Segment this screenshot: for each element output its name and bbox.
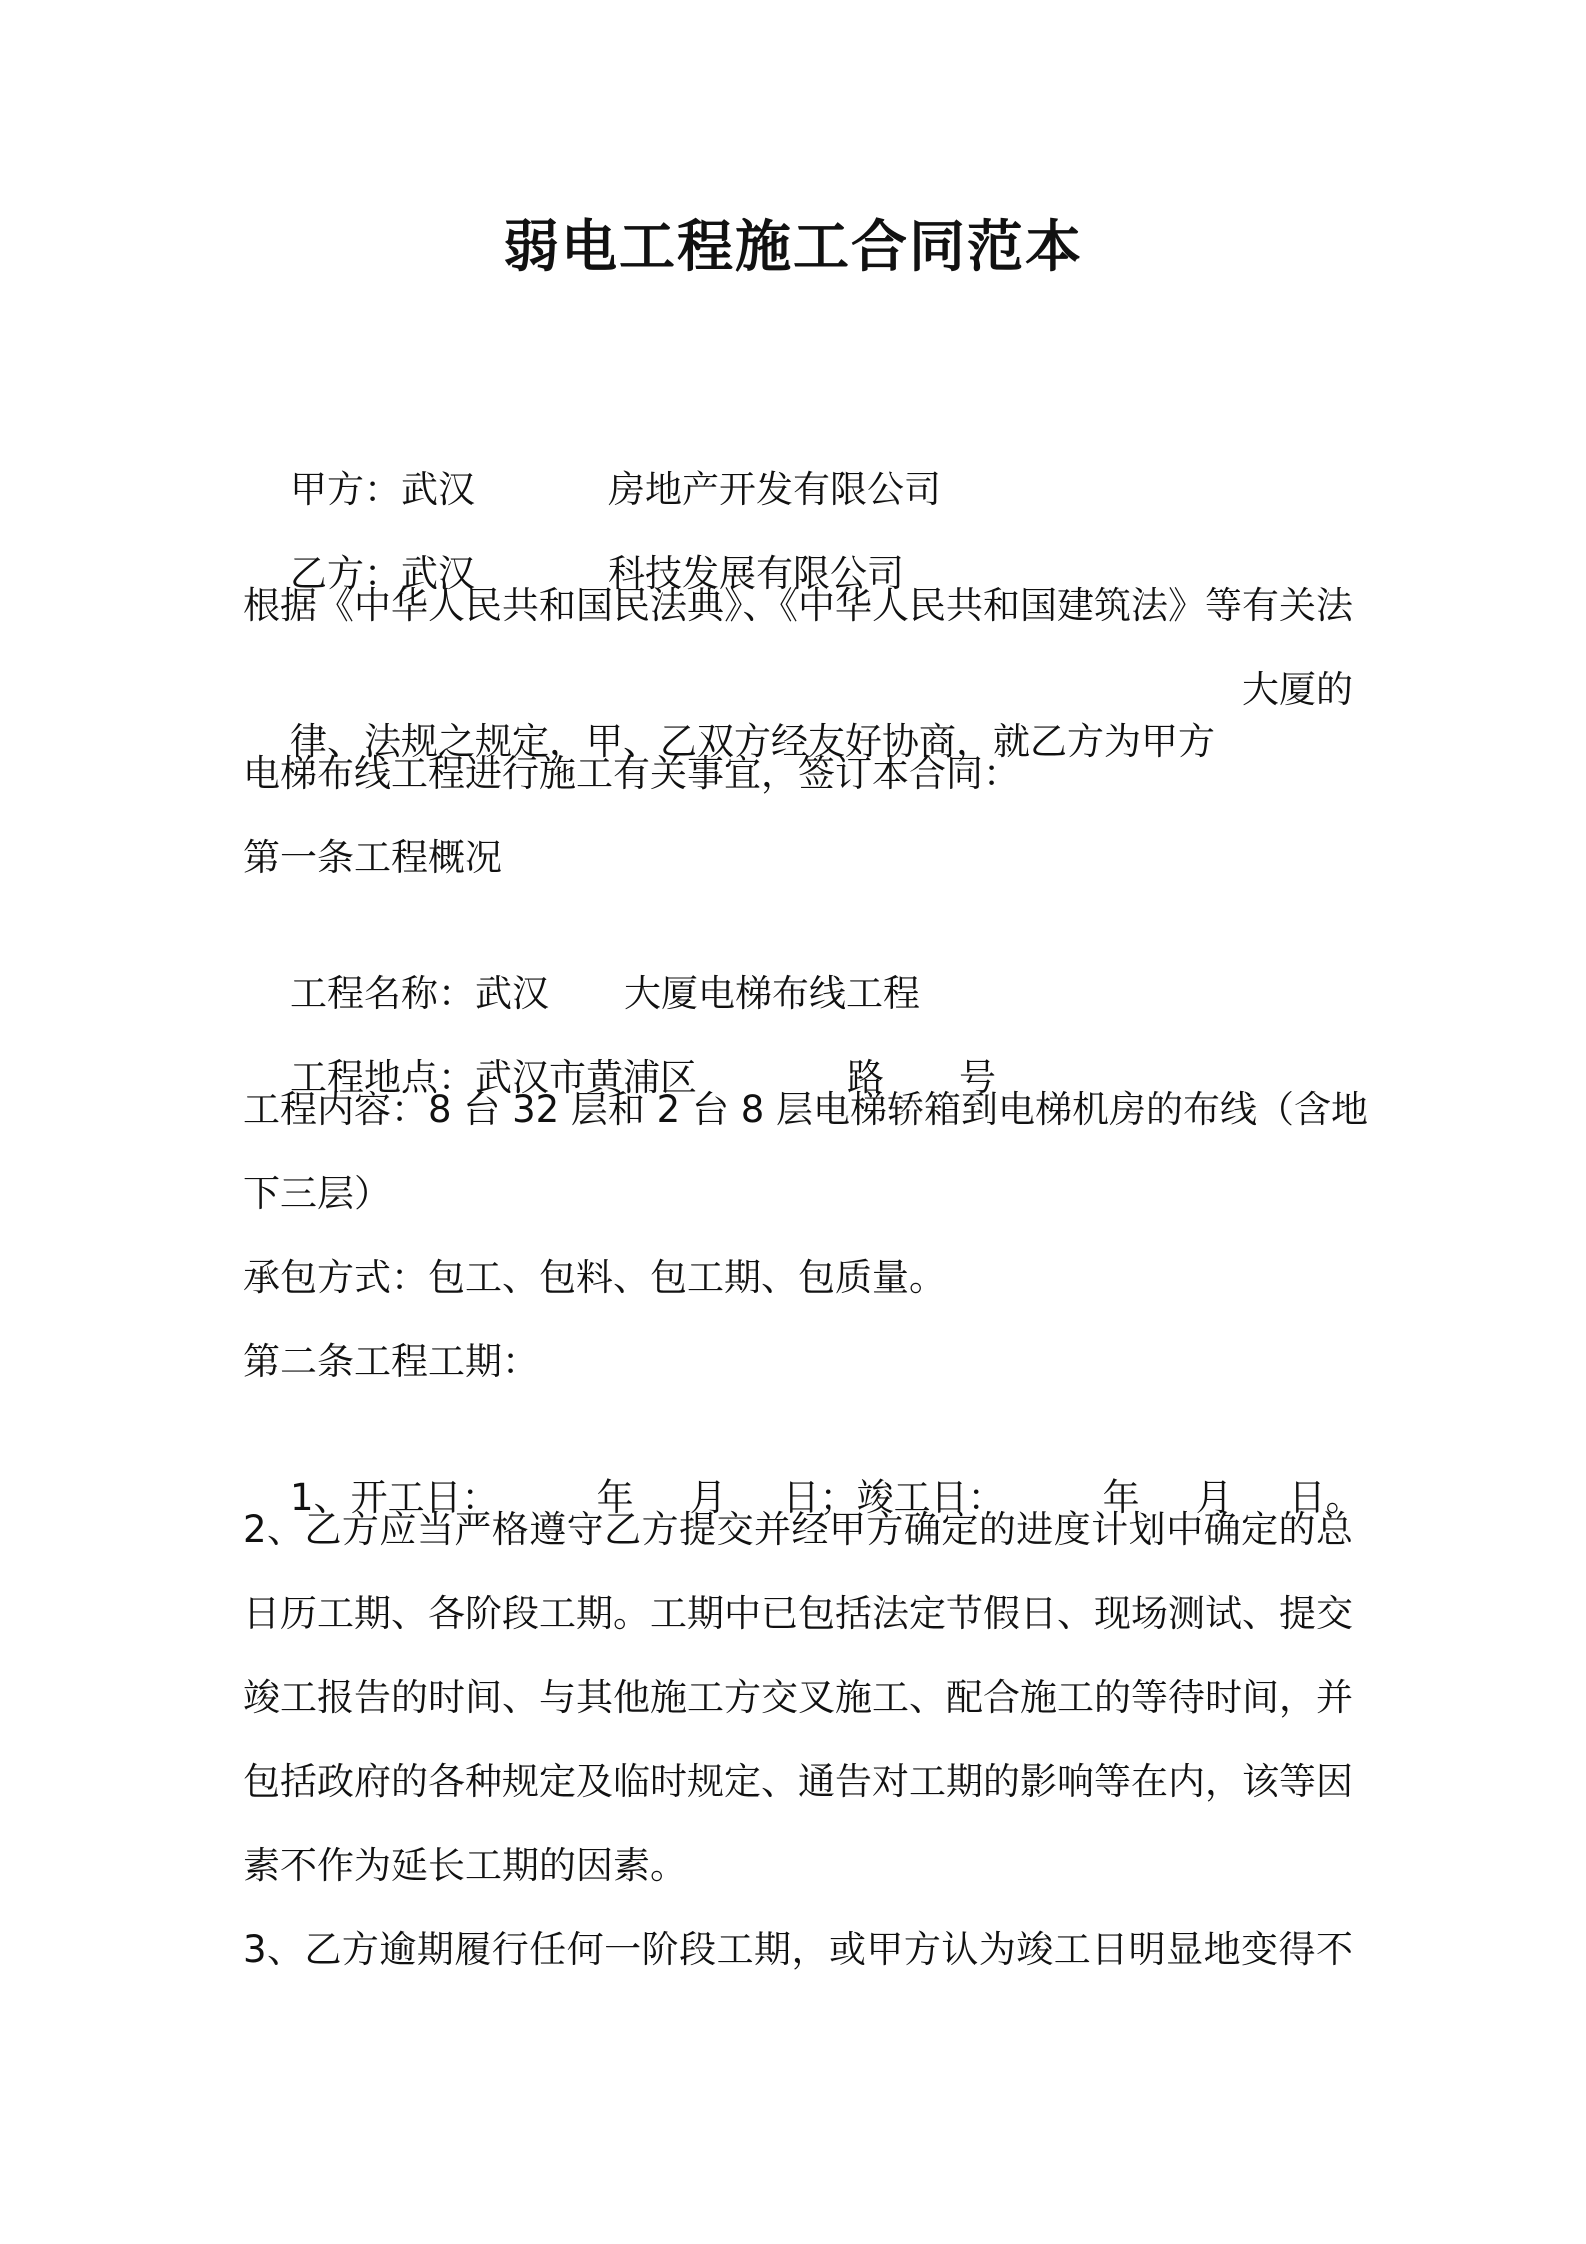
project-content-line-2: 下三层） [243, 1172, 391, 1215]
party-b-label: 乙方：武汉 [290, 552, 476, 595]
clause-2-line-3: 竣工报告的时间、与其他施工方交叉施工、配合施工的等待时间，并 [243, 1676, 1353, 1719]
party-b-name: 科技发展有限公司 [608, 552, 905, 595]
article-1-heading: 第一条工程概况 [243, 836, 502, 879]
clause-3-line-1: 3、乙方逾期履行任何一阶段工期，或甲方认为竣工日明显地变得不 [243, 1928, 1353, 1971]
preamble-line-1: 根据《中华人民共和国民法典》、《中华人民共和国建筑法》等有关法 [243, 584, 1353, 627]
article-2-heading: 第二条工程工期： [243, 1340, 539, 1383]
preamble-line-3: 电梯布线工程进行施工有关事宜，签订本合同： [243, 752, 1020, 795]
start-year: 年 [596, 1476, 634, 1519]
clause-2-line-4: 包括政府的各种规定及临时规定、通告对工期的影响等在内，该等因 [243, 1760, 1353, 1803]
project-site-label: 工程地点：武汉市黄浦区 [290, 1056, 698, 1099]
clause-2-line-2: 日历工期、各阶段工期。工期中已包括法定节假日、现场测试、提交 [243, 1592, 1353, 1635]
start-day-and-end-label: 日；竣工日： [782, 1476, 1005, 1519]
start-month: 月 [689, 1476, 727, 1519]
clause-2-line-1: 2、乙方应当严格遵守乙方提交并经甲方确定的进度计划中确定的总 [243, 1508, 1353, 1551]
start-date-label: 1、开工日： [290, 1476, 499, 1519]
party-a-label: 甲方：武汉 [290, 468, 476, 511]
preamble-line-2-text: 律、法规之规定，甲、乙双方经友好协商，就乙方为甲方 [290, 720, 1216, 763]
page-title: 弱电工程施工合同范本 [503, 215, 1083, 280]
preamble-line-2-end: 大厦的 [1242, 668, 1353, 711]
end-year: 年 [1102, 1476, 1140, 1519]
party-a-name: 房地产开发有限公司 [608, 468, 942, 511]
end-month: 月 [1195, 1476, 1233, 1519]
project-name-value: 大厦电梯布线工程 [624, 972, 921, 1015]
clause-2-line-5: 素不作为延长工期的因素。 [243, 1844, 687, 1887]
contract-mode-line: 承包方式：包工、包料、包工期、包质量。 [243, 1256, 946, 1299]
end-day: 日。 [1288, 1476, 1363, 1519]
project-content-line-1: 工程内容：8 台 32 层和 2 台 8 层电梯轿箱到电梯机房的布线（含地 [243, 1088, 1369, 1131]
project-site-number: 号 [959, 1056, 997, 1099]
project-site-road: 路 [847, 1056, 885, 1099]
project-name-label: 工程名称：武汉 [290, 972, 550, 1015]
